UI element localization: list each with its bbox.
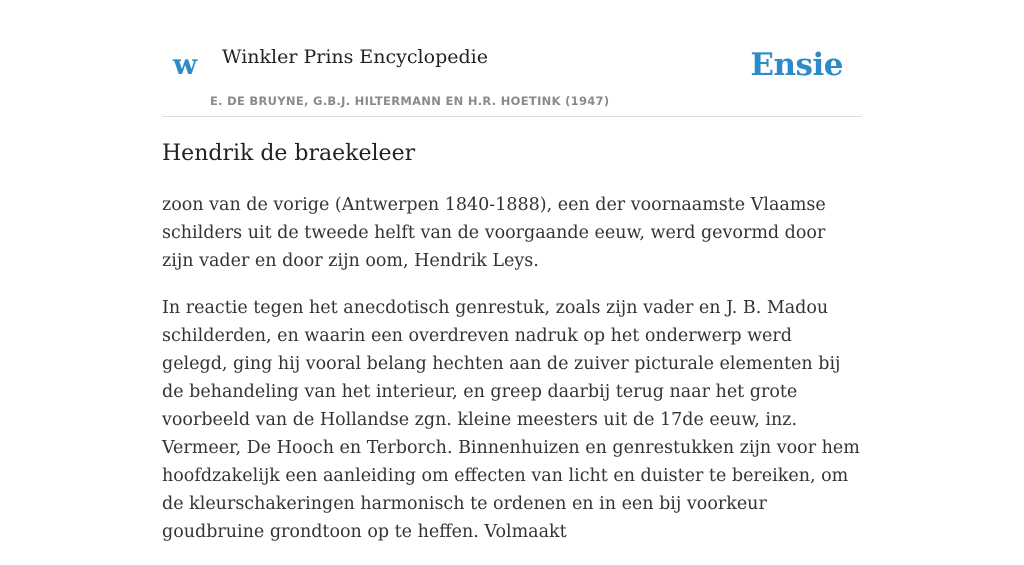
publication-title[interactable]: Winkler Prins Encyclopedie bbox=[222, 46, 488, 68]
site-header bbox=[162, 0, 862, 117]
article-paragraph-1: zoon van de vorige (Antwerpen 1840-1888), een der voornaamste Vlaamse schilders uit de tweede helft van de voorgaande eeuw, werd gevormd door zijn vader en door zijn oom, Hendrik Leys. bbox=[162, 195, 826, 271]
article-title: Hendrik de braekeleer bbox=[162, 141, 416, 166]
article-paragraph-2: In reactie tegen het anecdotisch genrestuk, zoals zijn vader en J. B. Madou schilderden, en waarin een overdreven nadruk op het onderwerp werd gelegd, ging hij vooral belang hechten aan de zuiver picturale elementen bij de behandeling van het interieur, en greep daarbij terug naar het grote voorbeeld van de Hollandse zgn. kleine meesters uit de 17de eeuw, inz. Vermeer, De Hooch en Terborch. Binnenhuizen en genrestukken zijn voor hem hoofdzakelijk een aanleiding om effecten van licht en duister te bereiken, om de kleurschakeringen harmonisch te ordenen en in een bij voorkeur goudbruine grondtoon op te heffen. Volmaakt bbox=[162, 298, 860, 542]
publication-authors: E. DE BRUYNE, G.B.J. HILTERMANN EN H.R. HOETINK (1947) bbox=[210, 94, 610, 108]
ensie-logo[interactable]: Ensie bbox=[750, 47, 843, 83]
article bbox=[162, 138, 862, 565]
article-body bbox=[162, 191, 862, 546]
publication-logo[interactable]: w bbox=[173, 48, 198, 81]
